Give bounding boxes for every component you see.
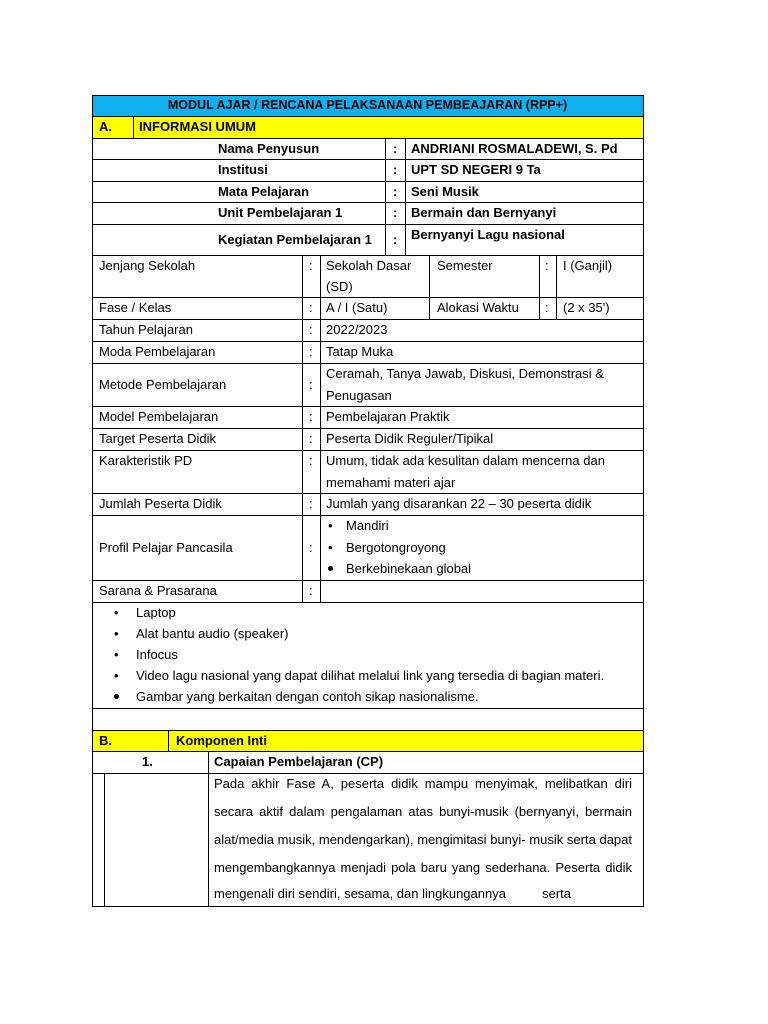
sarana-item: Alat bantu audio (speaker) (136, 626, 289, 641)
label-semester: Semester (437, 258, 493, 273)
section-a-title: INFORMASI UMUM (139, 119, 256, 134)
value-alokasi-waktu: (2 x 35') (563, 300, 610, 315)
section-b-title: Komponen Inti (176, 733, 267, 748)
value-nama-penyusun: ANDRIANI ROSMALADEWI, S. Pd (411, 141, 618, 156)
colon: : (309, 540, 313, 555)
label-institusi: Institusi (218, 162, 268, 177)
colon: : (309, 431, 313, 446)
value-fase-kelas: A / I (Satu) (326, 300, 388, 315)
label-nama-penyusun: Nama Penyusun (218, 141, 320, 156)
profil-bullet-icon: • (328, 518, 333, 533)
profil-item: Berkebinekaan global (346, 561, 472, 576)
sarana-bullet-icon: • (114, 605, 119, 620)
label-unit-pembelajaran: Unit Pembelajaran 1 (218, 205, 343, 220)
sarana-item: Gambar yang berkaitan dengan contoh sikap nasionalisme. (136, 689, 479, 704)
section-b-band (92, 730, 643, 751)
cp-number: 1. (142, 754, 153, 769)
document-title: MODUL AJAR / RENCANA PELAKSANAAN PEMBEAJARAN (RPP+) (167, 98, 568, 112)
label-profil-pelajar-pancasila: Profil Pelajar Pancasila (99, 540, 233, 555)
colon: : (393, 162, 398, 177)
colon: : (393, 205, 398, 220)
value-tahun-pelajaran: 2022/2023 (326, 322, 388, 337)
profil-item: Mandiri (346, 518, 389, 533)
value-jenjang-line1: Sekolah Dasar (326, 258, 412, 273)
sarana-bullet-icon: • (114, 626, 119, 641)
cp-paragraph-line: alat/media musik, mendengarkan), mengimitasi bunyi- musik serta dapat (214, 832, 632, 847)
value-semester: I (Ganjil) (563, 258, 613, 273)
value-moda-pembelajaran: Tatap Muka (326, 344, 394, 359)
colon: : (309, 453, 313, 468)
label-tahun-pelajaran: Tahun Pelajaran (99, 322, 193, 337)
label-karakteristik-pd: Karakteristik PD (99, 453, 193, 468)
value-metode-line2: Penugasan (326, 388, 392, 403)
label-jumlah-peserta-didik: Jumlah Peserta Didik (99, 496, 222, 511)
cp-paragraph-line: mengembangkannya menjadi pola baru yang sederhana. Peserta didik (214, 860, 632, 875)
value-model-pembelajaran: Pembelajaran Praktik (326, 409, 450, 424)
label-alokasi-waktu: Alokasi Waktu (437, 300, 519, 315)
value-kegiatan-pembelajaran: Bernyanyi Lagu nasional (411, 227, 565, 242)
colon: : (309, 583, 313, 598)
sarana-item: Video lagu nasional yang dapat dilihat melalui link yang tersedia di bagian materi. (136, 668, 605, 683)
colon: : (309, 496, 313, 511)
cp-paragraph-line: Pada akhir Fase A, peserta didik mampu menyimak, melibatkan diri (214, 776, 632, 791)
sarana-item: Laptop (136, 605, 176, 620)
sarana-bullet-icon: • (114, 647, 119, 662)
profil-bullet-icon (328, 566, 333, 571)
colon: : (309, 409, 313, 424)
label-sarana-prasarana: Sarana & Prasarana (99, 583, 217, 598)
label-metode-pembelajaran: Metode Pembelajaran (99, 377, 227, 392)
value-target-peserta-didik: Peserta Didik Reguler/Tipikal (326, 431, 494, 446)
colon: : (309, 344, 313, 359)
colon: : (545, 300, 549, 315)
label-kegiatan-pembelajaran: Kegiatan Pembelajaran 1 (218, 232, 372, 247)
colon: : (309, 377, 313, 392)
sarana-bullet-icon: • (114, 668, 119, 683)
colon: : (393, 141, 398, 156)
colon: : (309, 322, 313, 337)
colon: : (393, 184, 398, 199)
cp-paragraph-line: mengenali diri sendiri, sesama, dan lingkungannya serta (214, 886, 571, 901)
value-karakteristik-line1: Umum, tidak ada kesulitan dalam mencerna dan (326, 453, 605, 468)
sarana-bullet-icon (114, 694, 119, 699)
value-karakteristik-line2: memahami materi ajar (326, 475, 456, 490)
cp-paragraph-line: secara aktif dalam pengalaman atas bunyi-musik (bernyanyi, bermain (214, 804, 632, 819)
profil-bullet-icon: • (328, 540, 333, 555)
value-unit-pembelajaran: Bermain dan Bernyanyi (411, 205, 557, 220)
value-metode-line1: Ceramah, Tanya Jawab, Diskusi, Demonstrasi & (326, 366, 604, 381)
label-mata-pelajaran: Mata Pelajaran (218, 184, 310, 199)
colon: : (309, 258, 313, 273)
value-jumlah-peserta-didik: Jumlah yang disarankan 22 – 30 peserta didik (326, 496, 592, 511)
sarana-item: Infocus (136, 647, 178, 662)
colon: : (393, 232, 398, 247)
label-jenjang-sekolah: Jenjang Sekolah (99, 258, 196, 273)
section-b-letter: B. (99, 733, 112, 748)
label-moda-pembelajaran: Moda Pembelajaran (99, 344, 216, 359)
cp-title: Capaian Pembelajaran (CP) (214, 754, 384, 769)
label-model-pembelajaran: Model Pembelajaran (99, 409, 219, 424)
section-a-letter: A. (99, 119, 112, 134)
label-fase-kelas: Fase / Kelas (99, 300, 172, 315)
value-mata-pelajaran: Seni Musik (411, 184, 479, 199)
colon: : (545, 258, 549, 273)
value-jenjang-line2: (SD) (326, 279, 353, 294)
profil-item: Bergotongroyong (346, 540, 446, 555)
colon: : (309, 300, 313, 315)
value-institusi: UPT SD NEGERI 9 Ta (411, 162, 541, 177)
label-target-peserta-didik: Target Peserta Didik (99, 431, 217, 446)
